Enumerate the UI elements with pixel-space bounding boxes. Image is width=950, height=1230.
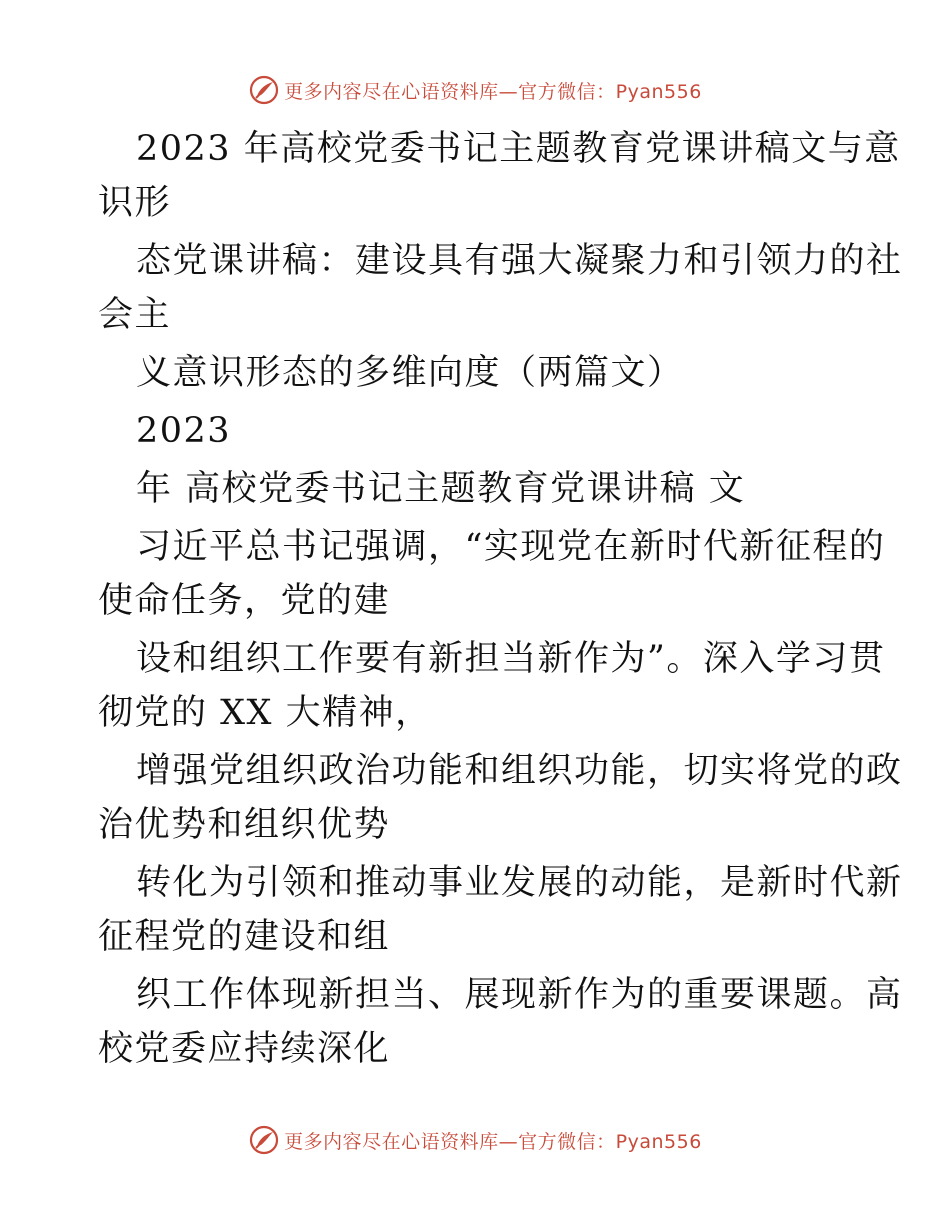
paragraph-line-4: 彻党的 XX 大精神， <box>98 693 432 733</box>
paragraph-line-2: 使命任务，党的建 <box>98 581 391 621</box>
paragraph-line-9: 织工作体现新担当、展现新作为的重要课题。高 <box>136 975 903 1015</box>
title-line-5: 义意识形态的多维向度（两篇文） <box>136 353 684 393</box>
red-quill-logo-icon <box>248 1124 280 1156</box>
header-watermark-banner <box>0 70 950 110</box>
document-body <box>98 122 903 1076</box>
title-line-2: 识形 <box>98 183 172 223</box>
title-line-3: 态党课讲稿：建设具有强大凝聚力和引领力的社 <box>136 241 903 281</box>
red-quill-logo-icon <box>248 74 280 106</box>
footer-banner-text: 更多内容尽在心语资料库—官方微信：Pyan556 <box>284 1130 702 1153</box>
paragraph-line-6: 治优势和组织优势 <box>98 805 391 845</box>
title-line-1: 2023 年高校党委书记主题教育党课讲稿文与意 <box>136 129 901 169</box>
title-line-4: 会主 <box>98 295 172 335</box>
paragraph-line-3: 设和组织工作要有新担当新作为”。深入学习贯 <box>136 639 886 679</box>
subtitle-line: 年 高校党委书记主题教育党课讲稿 文 <box>136 469 746 509</box>
paragraph-line-8: 征程党的建设和组 <box>98 917 391 957</box>
paragraph-line-1: 习近平总书记强调，“实现党在新时代新征程的 <box>136 527 886 567</box>
header-banner-text: 更多内容尽在心语资料库—官方微信：Pyan556 <box>284 80 702 103</box>
subtitle-year: 2023 <box>136 411 232 451</box>
paragraph-line-5: 增强党组织政治功能和组织功能，切实将党的政 <box>136 751 903 791</box>
paragraph-line-7: 转化为引领和推动事业发展的动能，是新时代新 <box>136 863 903 903</box>
footer-watermark-banner <box>0 1120 950 1160</box>
paragraph-line-10: 校党委应持续深化 <box>98 1029 391 1069</box>
